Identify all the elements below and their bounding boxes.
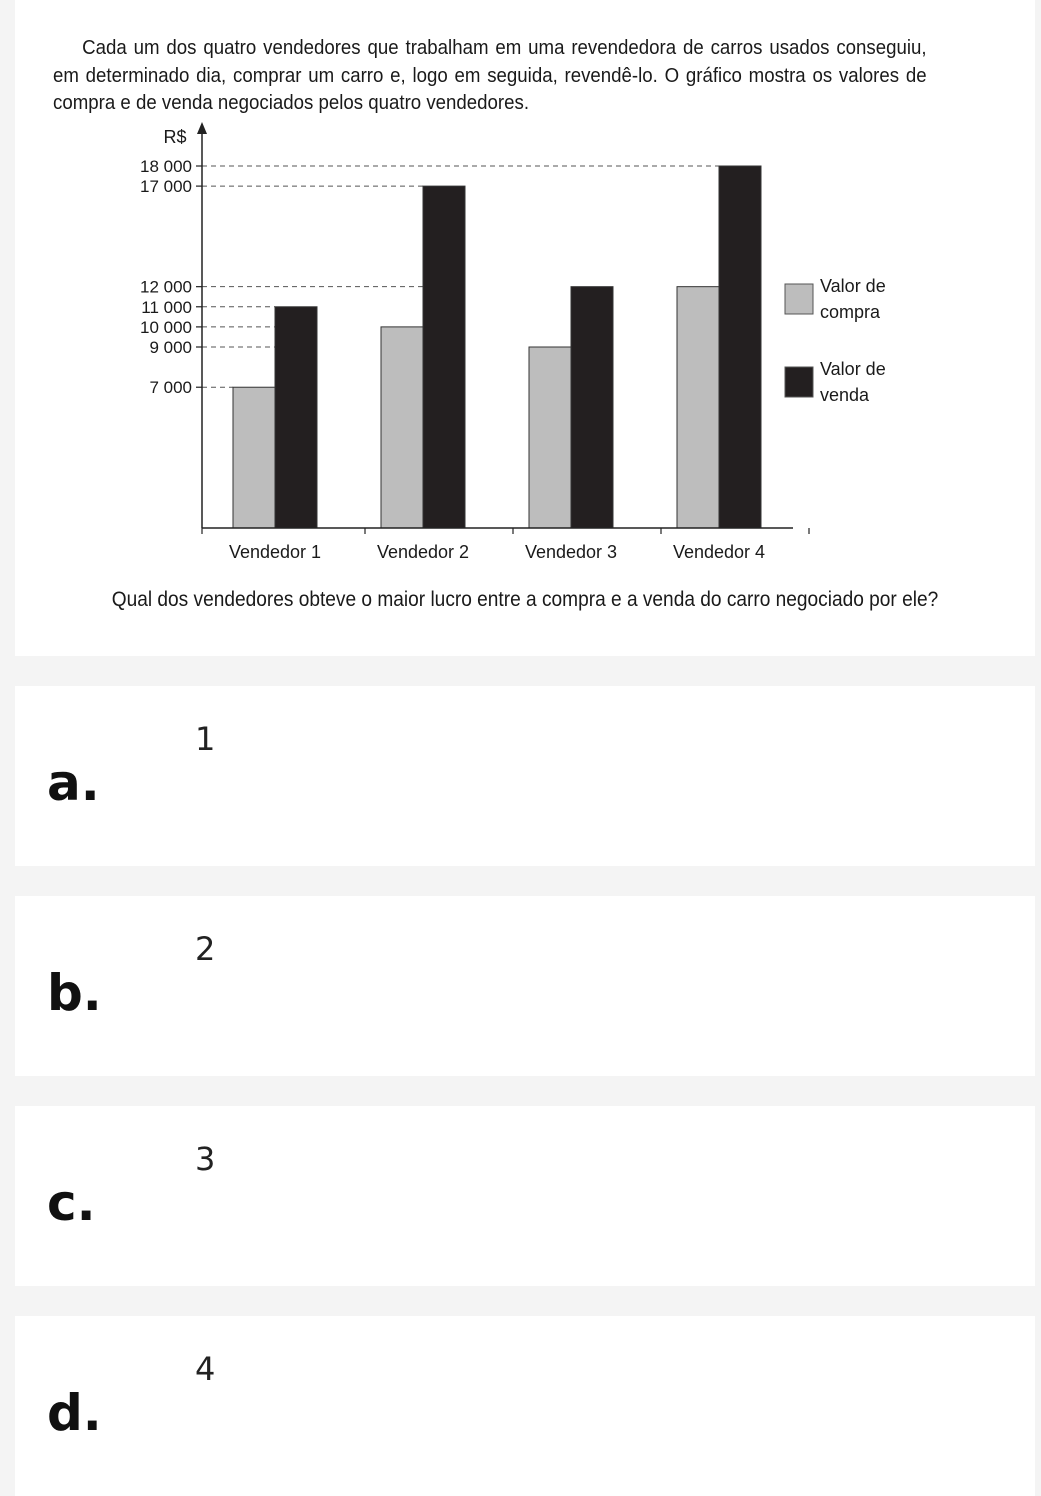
- legend-swatch: [785, 367, 813, 397]
- question-prompt: Qual dos vendedores obteve o maior lucro entre a compra e a venda do carro negociado por ele?: [111, 588, 939, 611]
- option-a[interactable]: [15, 686, 1035, 866]
- y-tick-label: 18 000: [140, 157, 192, 176]
- x-tick-label: Vendedor 4: [672, 542, 766, 562]
- legend-swatch: [785, 284, 813, 314]
- bar-venda: [719, 166, 761, 528]
- y-tick-label: 7 000: [149, 378, 192, 398]
- question-card: [15, 0, 1035, 656]
- x-tick-label: Vendedor 2: [376, 542, 470, 562]
- y-axis-label: R$: [163, 127, 187, 147]
- bar-compra: [233, 387, 275, 528]
- bar-venda: [275, 307, 317, 528]
- option-b[interactable]: [15, 896, 1035, 1076]
- y-tick-label: 11 000: [141, 297, 192, 317]
- option-value: 4: [195, 1350, 216, 1388]
- option-value: 2: [195, 930, 216, 968]
- y-tick-label: 9 000: [149, 338, 192, 357]
- option-d[interactable]: [15, 1316, 1035, 1496]
- legend-label: compra: [820, 302, 881, 322]
- bar-compra: [381, 327, 423, 528]
- bar-chart: [15, 110, 1035, 580]
- y-tick-label: 12 000: [140, 277, 192, 297]
- option-value: 1: [195, 720, 216, 758]
- option-letter: d.: [47, 1384, 102, 1442]
- option-c[interactable]: [15, 1106, 1035, 1286]
- y-axis-arrow: [197, 122, 207, 134]
- bar-venda: [423, 186, 465, 528]
- x-tick-label: Vendedor 3: [524, 542, 618, 562]
- option-letter: c.: [47, 1174, 96, 1232]
- legend-label: venda: [820, 385, 870, 405]
- y-tick-label: 17 000: [140, 177, 192, 197]
- legend-label: Valor de: [820, 359, 886, 379]
- bar-compra: [677, 287, 719, 528]
- option-letter: b.: [47, 964, 102, 1022]
- legend-label: Valor de: [820, 276, 886, 296]
- bar-venda: [571, 287, 613, 528]
- bar-compra: [529, 347, 571, 528]
- option-value: 3: [195, 1140, 216, 1178]
- question-statement: Cada um dos quatro vendedores que trabalham em uma revendedora de carros usados conseguiu, em determinado dia, comprar um carro e, logo em seguida, revendê-lo. O gráfico mostra os valores de compra e de venda negociados pelos quatro vendedores.: [53, 36, 927, 114]
- option-letter: a.: [47, 754, 100, 812]
- x-tick-label: Vendedor 1: [228, 542, 322, 562]
- y-tick-label: 10 000: [140, 317, 192, 337]
